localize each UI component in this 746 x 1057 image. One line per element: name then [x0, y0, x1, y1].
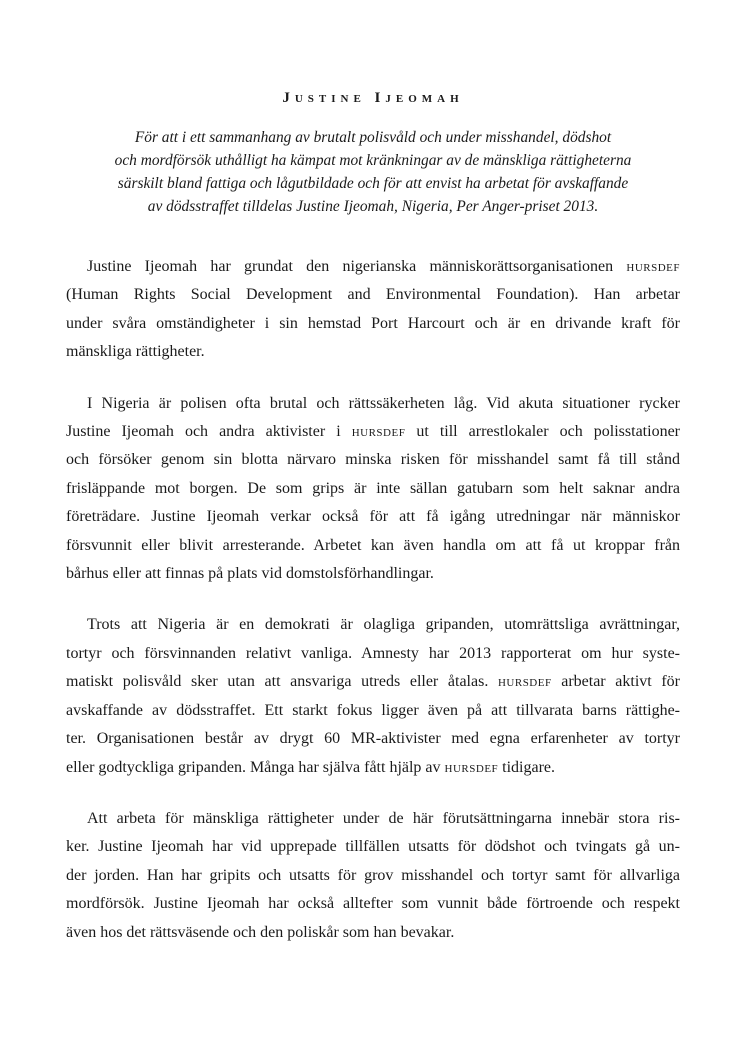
paragraph-line: och försöker genom sin blotta närvaro minska risken för misshandel samt få till stånd — [66, 451, 680, 469]
organization-acronym: hursdef — [351, 424, 406, 441]
paragraph-line: matiskt polisvåld sker utan att ansvariga utreds eller åtalas. hursdef arbetar aktivt för — [66, 673, 681, 691]
paragraph-line: avskaffande av dödsstraffet. Ett starkt fokus ligger även på att tillvarata barns rättighe- — [66, 701, 680, 719]
paragraph-line: ter. Organisationen består av drygt 60 MR-aktivister med egna erfarenheter av tortyr — [66, 730, 680, 748]
paragraph-line: under svåra omständigheter i sin hemstad Port Harcourt och är en drivande kraft för — [66, 314, 680, 332]
paragraph-line: Trots att Nigeria är en demokrati är olagliga gripanden, utomrättsliga avrättningar, — [87, 616, 680, 634]
paragraph-line: Justine Ijeomah och andra aktivister i hursdef ut till arrestlokaler och polisstationer — [66, 423, 680, 441]
organization-acronym: hursdef — [444, 759, 499, 776]
paragraph-line: mordförsök. Justine Ijeomah har också alltefter som vunnit både förtroende och respekt — [66, 895, 680, 913]
citation-line: För att i ett sammanhang av brutalt polisvåld och under misshandel, dödshot — [134, 129, 612, 146]
paragraph-line: ker. Justine Ijeomah har vid upprepade tillfällen utsatts för dödshot och tvingats gå un- — [66, 838, 680, 856]
organization-acronym: hursdef — [497, 674, 552, 691]
paragraph-line: der jorden. Han har gripits och utsatts för grov misshandel och tortyr samt för allvarliga — [66, 866, 680, 884]
body-paragraph — [66, 805, 680, 947]
body-paragraph — [66, 611, 680, 781]
paragraph-line: bårhus eller att finnas på plats vid domstolsförhandlingar. — [66, 565, 434, 583]
body-paragraph — [66, 390, 680, 589]
paragraph-line: mänskliga rättigheter. — [66, 343, 205, 361]
paragraph-line: I Nigeria är polisen ofta brutal och rättssäkerheten låg. Vid akuta situationer rycker — [87, 394, 680, 412]
paragraph-line: även hos det rättsväsende och den poliskår som han bevakar. — [66, 923, 455, 941]
citation-line: av dödsstraffet tilldelas Justine Ijeomah, Nigeria, Per Anger-priset 2013. — [147, 198, 599, 215]
paragraph-line: eller godtyckliga gripanden. Många har själva fått hjälp av hursdef tidigare. — [66, 758, 556, 776]
citation-line: och mordförsök uthålligt ha kämpat mot kränkningar av de mänskliga rättigheterna — [114, 152, 632, 169]
body-paragraph — [66, 253, 680, 367]
paragraph-line: Justine Ijeomah har grundat den nigerianska människorättsorganisationen hursdef — [87, 258, 680, 275]
citation-line: särskilt bland fattiga och lågutbildade och för att envist ha arbetat för avskaffande — [117, 175, 629, 192]
body-text — [66, 253, 680, 947]
document-title: Justine Ijeomah — [282, 90, 464, 106]
paragraph-line: tortyr och försvinnanden relativt vanliga. Amnesty har 2013 rapporterat om hur syste- — [66, 644, 680, 662]
award-citation — [66, 126, 680, 218]
paragraph-line: företrädare. Justine Ijeomah verkar också för att få igång utredningar när människor — [66, 508, 680, 526]
paragraph-line: frisläppande mot borgen. De som grips är inte sällan gatubarn som helt saknar andra — [66, 479, 680, 497]
organization-acronym: hursdef — [626, 259, 680, 275]
paragraph-line: Att arbeta för mänskliga rättigheter under de här förutsättningarna innebär stora ris- — [87, 809, 680, 827]
paragraph-line: (Human Rights Social Development and Environmental Foundation). Han arbetar — [66, 286, 680, 304]
paragraph-line: försvunnit eller blivit arresterande. Arbetet kan även handla om att få ut kroppar från — [66, 536, 680, 554]
